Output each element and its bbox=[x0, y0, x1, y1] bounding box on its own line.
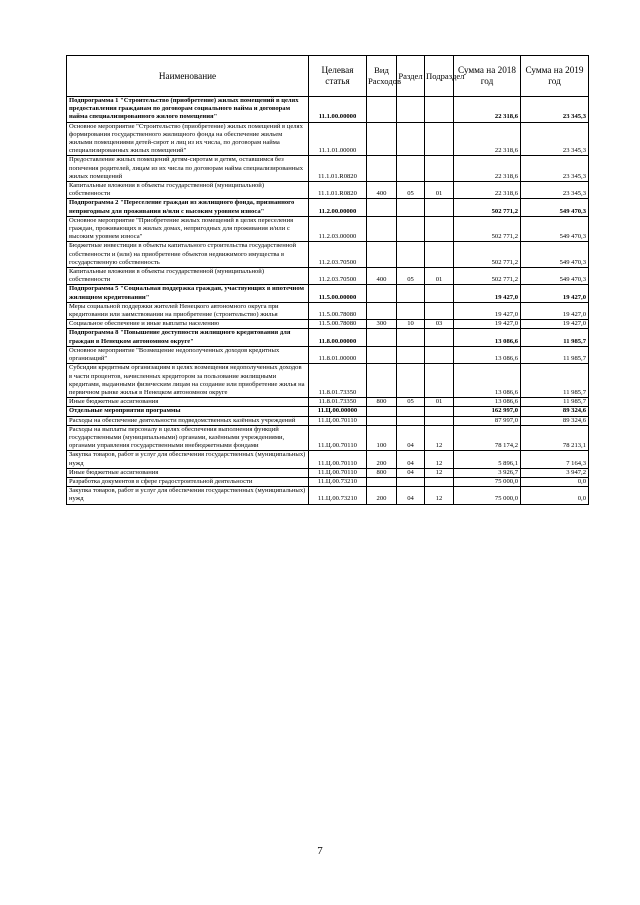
row-vid-cell bbox=[367, 199, 397, 216]
row-code-cell: 11.8.01.00000 bbox=[309, 346, 367, 363]
row-sum2018-cell: 22 318,6 bbox=[454, 156, 521, 182]
row-code-cell: 11.Ц.00.70110 bbox=[309, 416, 367, 425]
row-sum2019-cell: 7 164,3 bbox=[521, 451, 589, 468]
row-vid-cell bbox=[367, 407, 397, 416]
row-razdel-cell bbox=[397, 285, 425, 302]
row-code-cell: 11.2.03.70500 bbox=[309, 242, 367, 268]
row-code-cell: 11.Ц.00.73210 bbox=[309, 487, 367, 504]
col-header-sum2019: Сумма на 2019 год bbox=[521, 56, 589, 97]
row-name-cell: Закупка товаров, работ и услуг для обеспечения государственных (муниципальных) нужд bbox=[67, 487, 309, 504]
row-podrazdel-cell: 12 bbox=[425, 487, 454, 504]
row-sum2018-cell: 162 997,0 bbox=[454, 407, 521, 416]
row-sum2019-cell: 23 345,3 bbox=[521, 97, 589, 123]
row-sum2018-cell: 13 086,6 bbox=[454, 398, 521, 407]
row-razdel-cell bbox=[397, 346, 425, 363]
table-row bbox=[67, 346, 589, 363]
table-row bbox=[67, 398, 589, 407]
row-razdel-cell: 05 bbox=[397, 398, 425, 407]
row-podrazdel-cell: 01 bbox=[425, 398, 454, 407]
table-row bbox=[67, 182, 589, 199]
row-podrazdel-cell bbox=[425, 416, 454, 425]
row-podrazdel-cell bbox=[425, 329, 454, 346]
row-sum2019-cell: 89 324,6 bbox=[521, 407, 589, 416]
table-row bbox=[67, 477, 589, 486]
row-vid-cell: 800 bbox=[367, 468, 397, 477]
row-name-cell: Отдельные мероприятия программы bbox=[67, 407, 309, 416]
row-name-cell: Подпрограмма 1 "Строительство (приобретение) жилых помещений в целях предоставления гражданам по договорам социального найма и договорам найма специализированного жилого помещения" bbox=[67, 97, 309, 123]
row-sum2019-cell: 3 947,2 bbox=[521, 468, 589, 477]
row-vid-cell bbox=[367, 302, 397, 319]
row-name-cell: Субсидии кредитным организациям в целях возмещения недополученных доходов в части процентов, начисленных кредитором за пользование жилищными кредитами, выданными физическим лицам на создание или приобретение жилья на первичном рынке жилья в Ненецком автономном округе bbox=[67, 364, 309, 398]
row-sum2018-cell: 502 771,2 bbox=[454, 199, 521, 216]
table-row bbox=[67, 216, 589, 242]
row-vid-cell bbox=[367, 346, 397, 363]
row-sum2018-cell: 3 926,7 bbox=[454, 468, 521, 477]
row-name-cell: Подпрограмма 5 "Социальная поддержка граждан, участвующих в ипотечном жилищном кредитовании" bbox=[67, 285, 309, 302]
row-podrazdel-cell: 03 bbox=[425, 320, 454, 329]
row-name-cell: Предоставление жилых помещений детям-сиротам и детям, оставшимся без попечения родителей, лицам из их числа по договорам найма специализированных жилых помещений bbox=[67, 156, 309, 182]
row-razdel-cell bbox=[397, 477, 425, 486]
row-podrazdel-cell bbox=[425, 302, 454, 319]
row-vid-cell: 200 bbox=[367, 451, 397, 468]
row-sum2019-cell: 0,0 bbox=[521, 487, 589, 504]
row-sum2019-cell: 549 470,3 bbox=[521, 268, 589, 285]
row-name-cell: Расходы на выплаты персоналу в целях обеспечения выполнения функций государственными (муниципальными) органами, казёнными учреждениями, органами управления государственными внебюджетными фондами bbox=[67, 425, 309, 451]
table-row bbox=[67, 407, 589, 416]
row-sum2018-cell: 22 318,6 bbox=[454, 182, 521, 199]
row-name-cell: Подпрограмма 2 "Переселение граждан из жилищного фонда, признанного непригодным для проживания и/или с высоким уровнем износа" bbox=[67, 199, 309, 216]
table-row bbox=[67, 302, 589, 319]
table-row bbox=[67, 242, 589, 268]
table-row bbox=[67, 425, 589, 451]
row-sum2019-cell: 549 470,3 bbox=[521, 216, 589, 242]
row-podrazdel-cell bbox=[425, 97, 454, 123]
row-sum2018-cell: 502 771,2 bbox=[454, 216, 521, 242]
table-row bbox=[67, 451, 589, 468]
row-name-cell: Основное мероприятие "Строительство (приобретение) жилых помещений в целях формирования государственного жилищного фонда на обеспечение жильем жилыми помещениями детей-сирот и лиц из их числа, по договорам найма специализированных жилых помещений" bbox=[67, 122, 309, 156]
row-sum2019-cell: 0,0 bbox=[521, 477, 589, 486]
row-vid-cell bbox=[367, 97, 397, 123]
row-sum2019-cell: 19 427,0 bbox=[521, 320, 589, 329]
row-code-cell: 11.2.00.00000 bbox=[309, 199, 367, 216]
row-sum2019-cell: 11 985,7 bbox=[521, 346, 589, 363]
row-vid-cell: 400 bbox=[367, 268, 397, 285]
col-header-code: Целевая статья bbox=[309, 56, 367, 97]
row-code-cell: 11.1.01.R0820 bbox=[309, 156, 367, 182]
row-sum2018-cell: 13 086,6 bbox=[454, 346, 521, 363]
row-podrazdel-cell bbox=[425, 199, 454, 216]
row-sum2019-cell: 19 427,0 bbox=[521, 285, 589, 302]
row-podrazdel-cell: 01 bbox=[425, 182, 454, 199]
row-name-cell: Расходы на обеспечение деятельности подведомственных казённых учреждений bbox=[67, 416, 309, 425]
row-podrazdel-cell bbox=[425, 477, 454, 486]
row-razdel-cell: 04 bbox=[397, 487, 425, 504]
col-header-name: Наименование bbox=[67, 56, 309, 97]
table-row bbox=[67, 468, 589, 477]
table-header-row bbox=[67, 56, 589, 97]
table-row bbox=[67, 122, 589, 156]
row-razdel-cell: 10 bbox=[397, 320, 425, 329]
row-podrazdel-cell bbox=[425, 407, 454, 416]
row-sum2018-cell: 78 174,2 bbox=[454, 425, 521, 451]
row-razdel-cell bbox=[397, 216, 425, 242]
row-code-cell: 11.1.00.00000 bbox=[309, 97, 367, 123]
row-razdel-cell: 04 bbox=[397, 468, 425, 477]
row-podrazdel-cell bbox=[425, 156, 454, 182]
row-sum2018-cell: 502 771,2 bbox=[454, 268, 521, 285]
row-podrazdel-cell bbox=[425, 364, 454, 398]
row-code-cell: 11.5.00.78080 bbox=[309, 302, 367, 319]
row-vid-cell bbox=[367, 216, 397, 242]
col-header-podrazdel: Подраздел bbox=[425, 56, 454, 97]
row-sum2019-cell: 23 345,3 bbox=[521, 122, 589, 156]
row-vid-cell bbox=[367, 477, 397, 486]
row-sum2018-cell: 13 086,6 bbox=[454, 364, 521, 398]
row-name-cell: Разработка документов в сфере градостроительной деятельности bbox=[67, 477, 309, 486]
row-sum2018-cell: 13 086,6 bbox=[454, 329, 521, 346]
row-sum2018-cell: 22 318,6 bbox=[454, 97, 521, 123]
table-row bbox=[67, 156, 589, 182]
page-number: 7 bbox=[317, 845, 323, 857]
row-code-cell: 11.8.00.00000 bbox=[309, 329, 367, 346]
row-podrazdel-cell bbox=[425, 346, 454, 363]
row-code-cell: 11.Ц.00.70110 bbox=[309, 468, 367, 477]
row-podrazdel-cell: 12 bbox=[425, 425, 454, 451]
row-razdel-cell bbox=[397, 364, 425, 398]
row-code-cell: 11.Ц.00.00000 bbox=[309, 407, 367, 416]
row-sum2018-cell: 87 997,0 bbox=[454, 416, 521, 425]
row-razdel-cell: 05 bbox=[397, 182, 425, 199]
budget-table bbox=[66, 55, 589, 505]
row-sum2019-cell: 78 213,1 bbox=[521, 425, 589, 451]
row-name-cell: Социальное обеспечение и иные выплаты населению bbox=[67, 320, 309, 329]
col-header-sum2018: Сумма на 2018 год bbox=[454, 56, 521, 97]
row-code-cell: 11.2.03.70500 bbox=[309, 268, 367, 285]
row-code-cell: 11.8.01.73350 bbox=[309, 364, 367, 398]
row-vid-cell: 400 bbox=[367, 182, 397, 199]
row-sum2019-cell: 11 985,7 bbox=[521, 329, 589, 346]
row-razdel-cell: 04 bbox=[397, 425, 425, 451]
row-name-cell: Закупка товаров, работ и услуг для обеспечения государственных (муниципальных) нужд bbox=[67, 451, 309, 468]
table-row bbox=[67, 268, 589, 285]
row-razdel-cell bbox=[397, 156, 425, 182]
table-row bbox=[67, 364, 589, 398]
row-sum2019-cell: 23 345,3 bbox=[521, 156, 589, 182]
row-razdel-cell bbox=[397, 242, 425, 268]
row-name-cell: Меры социальной поддержки жителей Ненецкого автономного округа при кредитовании или заимствовании на приобретение (строительство) жилья bbox=[67, 302, 309, 319]
row-razdel-cell: 04 bbox=[397, 451, 425, 468]
row-podrazdel-cell bbox=[425, 216, 454, 242]
row-vid-cell bbox=[367, 122, 397, 156]
row-vid-cell bbox=[367, 156, 397, 182]
row-podrazdel-cell bbox=[425, 242, 454, 268]
row-sum2018-cell: 19 427,0 bbox=[454, 285, 521, 302]
row-vid-cell bbox=[367, 285, 397, 302]
row-sum2019-cell: 11 985,7 bbox=[521, 364, 589, 398]
row-code-cell: 11.2.03.00000 bbox=[309, 216, 367, 242]
row-vid-cell bbox=[367, 416, 397, 425]
row-name-cell: Иные бюджетные ассигнования bbox=[67, 398, 309, 407]
table-row bbox=[67, 329, 589, 346]
table-body bbox=[67, 97, 589, 505]
row-podrazdel-cell bbox=[425, 285, 454, 302]
row-code-cell: 11.Ц.00.70110 bbox=[309, 425, 367, 451]
row-razdel-cell bbox=[397, 199, 425, 216]
row-sum2018-cell: 75 000,0 bbox=[454, 487, 521, 504]
row-sum2019-cell: 19 427,0 bbox=[521, 302, 589, 319]
row-code-cell: 11.1.01.R0820 bbox=[309, 182, 367, 199]
row-vid-cell bbox=[367, 364, 397, 398]
row-podrazdel-cell: 12 bbox=[425, 468, 454, 477]
row-name-cell: Бюджетные инвестиции в объекты капитального строительства государственной собственности и (или) на приобретение объектов недвижимого имущества в государственную собственность bbox=[67, 242, 309, 268]
table-row bbox=[67, 416, 589, 425]
table-row bbox=[67, 199, 589, 216]
row-vid-cell: 300 bbox=[367, 320, 397, 329]
row-sum2018-cell: 75 000,0 bbox=[454, 477, 521, 486]
row-code-cell: 11.5.00.78080 bbox=[309, 320, 367, 329]
row-podrazdel-cell bbox=[425, 122, 454, 156]
row-vid-cell: 200 bbox=[367, 487, 397, 504]
row-sum2019-cell: 11 985,7 bbox=[521, 398, 589, 407]
row-name-cell: Капитальные вложения в объекты государственной (муниципальной) собственности bbox=[67, 182, 309, 199]
row-razdel-cell bbox=[397, 302, 425, 319]
row-razdel-cell bbox=[397, 122, 425, 156]
row-name-cell: Основное мероприятие "Возмещение недополученных доходов кредитных организаций" bbox=[67, 346, 309, 363]
row-sum2018-cell: 22 318,6 bbox=[454, 122, 521, 156]
row-sum2019-cell: 23 345,3 bbox=[521, 182, 589, 199]
row-name-cell: Основное мероприятие "Приобретение жилых помещений в целях переселения граждан, проживающих в жилых домах, непригодных для проживания и/или с высоким уровнем износа" bbox=[67, 216, 309, 242]
row-sum2018-cell: 19 427,0 bbox=[454, 302, 521, 319]
row-vid-cell: 800 bbox=[367, 398, 397, 407]
row-vid-cell bbox=[367, 329, 397, 346]
row-code-cell: 11.Ц.00.73210 bbox=[309, 477, 367, 486]
col-header-razdel: Раздел bbox=[397, 56, 425, 97]
row-code-cell: 11.8.01.73350 bbox=[309, 398, 367, 407]
table-row bbox=[67, 97, 589, 123]
row-razdel-cell: 05 bbox=[397, 268, 425, 285]
table-row bbox=[67, 320, 589, 329]
row-name-cell: Капитальные вложения в объекты государственной (муниципальной) собственности bbox=[67, 268, 309, 285]
row-sum2018-cell: 502 771,2 bbox=[454, 242, 521, 268]
row-vid-cell bbox=[367, 242, 397, 268]
table-row bbox=[67, 487, 589, 504]
row-podrazdel-cell: 01 bbox=[425, 268, 454, 285]
row-sum2019-cell: 549 470,3 bbox=[521, 199, 589, 216]
row-podrazdel-cell: 12 bbox=[425, 451, 454, 468]
row-sum2019-cell: 89 324,6 bbox=[521, 416, 589, 425]
row-razdel-cell bbox=[397, 97, 425, 123]
row-code-cell: 11.Ц.00.70110 bbox=[309, 451, 367, 468]
row-razdel-cell bbox=[397, 416, 425, 425]
row-name-cell: Подпрограмма 8 "Повышение доступности жилищного кредитования для граждан в Ненецком автономном округе" bbox=[67, 329, 309, 346]
row-sum2019-cell: 549 470,3 bbox=[521, 242, 589, 268]
row-name-cell: Иные бюджетные ассигнования bbox=[67, 468, 309, 477]
row-sum2018-cell: 19 427,0 bbox=[454, 320, 521, 329]
col-header-vid: Вид Расходов bbox=[367, 56, 397, 97]
row-code-cell: 11.5.00.00000 bbox=[309, 285, 367, 302]
row-razdel-cell bbox=[397, 329, 425, 346]
table-row bbox=[67, 285, 589, 302]
row-razdel-cell bbox=[397, 407, 425, 416]
row-vid-cell: 100 bbox=[367, 425, 397, 451]
row-code-cell: 11.1.01.00000 bbox=[309, 122, 367, 156]
row-sum2018-cell: 5 896,1 bbox=[454, 451, 521, 468]
